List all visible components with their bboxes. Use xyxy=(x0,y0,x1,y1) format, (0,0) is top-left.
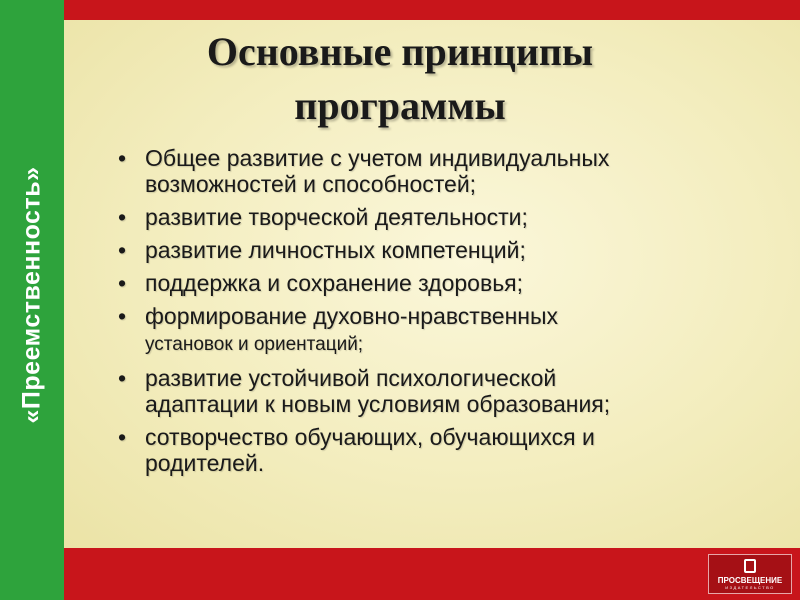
bullet-icon: • xyxy=(118,204,127,230)
list-item-text-line: формирование духовно-нравственных xyxy=(145,303,559,329)
logo-subtitle: ИЗДАТЕЛЬСТВО xyxy=(725,585,775,590)
bullet-icon: • xyxy=(118,303,127,329)
bullet-icon: • xyxy=(118,145,127,171)
list-item-text-line: родителей. xyxy=(145,450,265,476)
logo-name: ПРОСВЕЩЕНИЕ xyxy=(717,576,783,585)
list-item xyxy=(112,204,772,230)
list-item-text-line: Общее развитие с учетом индивидуальных xyxy=(145,145,610,171)
sidebar xyxy=(0,0,64,600)
book-icon xyxy=(744,559,756,573)
list-item-text-line: поддержка и сохранение здоровья; xyxy=(145,270,524,296)
list-item-text-line: сотворчество обучающих, обучающихся и xyxy=(145,424,595,450)
list-item xyxy=(112,237,772,263)
list-item xyxy=(112,270,772,296)
list-item-text-line: развитие творческой деятельности; xyxy=(145,204,528,230)
list-item-text-line: адаптации к новым условиям образования; xyxy=(145,391,611,417)
publisher-logo xyxy=(708,554,792,594)
list-item xyxy=(112,145,772,197)
principles-list xyxy=(112,145,772,483)
list-item-text-line: развитие личностных компетенций; xyxy=(145,237,526,263)
top-band xyxy=(64,0,800,20)
sidebar-title: «Преемственность» xyxy=(17,166,46,424)
list-item xyxy=(112,365,772,417)
list-item xyxy=(112,424,772,476)
list-item-text-line: возможностей и способностей; xyxy=(145,171,477,197)
slide-title-line-1: Основные принципы xyxy=(206,29,594,74)
bottom-band xyxy=(64,548,800,600)
bullet-icon: • xyxy=(118,237,127,263)
slide-title xyxy=(150,25,650,133)
list-item-text-line: установок и ориентаций; xyxy=(145,334,364,355)
list-item-text-line: развитие устойчивой психологической xyxy=(145,365,557,391)
list-item xyxy=(112,303,772,358)
slide-title-line-2: программы xyxy=(294,83,506,128)
bullet-icon: • xyxy=(118,424,127,450)
bullet-icon: • xyxy=(118,270,127,296)
bullet-icon: • xyxy=(118,365,127,391)
